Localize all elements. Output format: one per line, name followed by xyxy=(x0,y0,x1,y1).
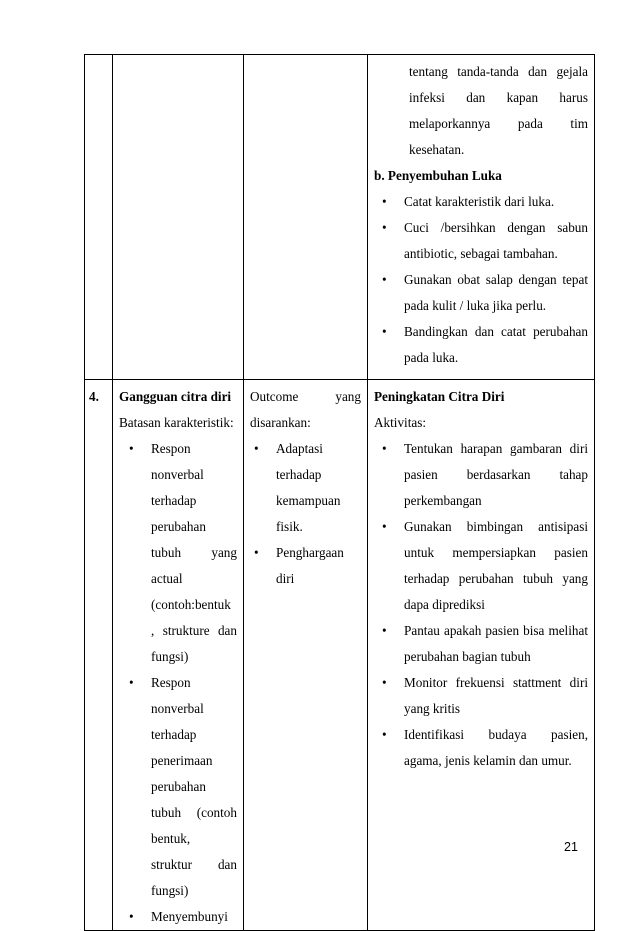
bullet-icon: • xyxy=(382,441,387,456)
list-item-line: (contoh:bentuk xyxy=(151,597,231,612)
outcome-label xyxy=(250,384,361,436)
cell-diagnosis xyxy=(113,380,244,931)
list-item-line: antibiotic, sebagai tambahan. xyxy=(404,246,558,261)
bullet-icon: • xyxy=(382,324,387,339)
list-item-line: , strukture dan xyxy=(151,623,237,638)
bullet-icon: • xyxy=(382,623,387,638)
list-item-line: actual xyxy=(151,571,183,586)
list-item-line: Pantau apakah pasien bisa melihat xyxy=(404,623,588,638)
table-row-4 xyxy=(85,380,595,931)
bullet-icon: • xyxy=(382,727,387,742)
list-item-line: terhadap perubahan tubuh yang xyxy=(404,571,588,586)
intervention-list xyxy=(374,436,588,774)
aktivitas-label: Aktivitas: xyxy=(374,415,427,430)
list-item-line: Tentukan harapan gambaran diri xyxy=(404,441,588,456)
list-item-line: nonverbal xyxy=(151,467,204,482)
cell-number-empty xyxy=(85,55,113,380)
cell-intervention xyxy=(368,380,595,931)
list-item xyxy=(382,618,588,670)
list-item-line: untuk mempersiapkan pasien xyxy=(404,545,588,560)
list-item-line: Adaptasi xyxy=(276,441,323,456)
list-item xyxy=(382,514,588,618)
list-item-line: dapa diprediksi xyxy=(404,597,485,612)
list-item xyxy=(129,670,237,904)
section-b-title: b. Penyembuhan Luka xyxy=(374,168,502,183)
list-item-line: terhadap xyxy=(276,467,322,482)
list-item-line: fungsi) xyxy=(151,883,189,898)
wound-healing-list xyxy=(374,189,588,371)
bullet-icon: • xyxy=(382,272,387,287)
cell-outcome xyxy=(244,380,368,931)
list-item xyxy=(382,670,588,722)
list-item xyxy=(382,267,588,319)
list-item-line: Gunakan bimbingan antisipasi xyxy=(404,519,588,534)
list-item xyxy=(254,436,361,540)
cell-intervention-continued xyxy=(368,55,595,380)
bullet-icon: • xyxy=(382,675,387,690)
diagnosis-title: Gangguan citra diri xyxy=(119,389,232,404)
bullet-icon: • xyxy=(129,675,134,690)
bullet-icon: • xyxy=(382,220,387,235)
list-item-line: fisik. xyxy=(276,519,303,534)
list-item-line: yang kritis xyxy=(404,701,461,716)
list-item xyxy=(382,215,588,267)
bullet-icon: • xyxy=(382,519,387,534)
list-item-line: tubuh (contoh xyxy=(151,805,237,820)
list-item-line: Cuci /bersihkan dengan sabun xyxy=(404,220,588,235)
list-item-line: Penghargaan xyxy=(276,545,344,560)
list-item-line: penerimaan xyxy=(151,753,213,768)
list-item xyxy=(382,189,588,215)
table-row-continued xyxy=(85,55,595,380)
outcome-line: Outcome yang xyxy=(250,389,361,404)
list-item-line: nonverbal xyxy=(151,701,204,716)
list-item-line: kemampuan xyxy=(276,493,341,508)
cell-outcome-empty xyxy=(244,55,368,380)
list-item-line: pada luka. xyxy=(404,350,459,365)
continued-line: tentang tanda-tanda dan gejala xyxy=(409,64,588,79)
intervention-title: Peningkatan Citra Diri xyxy=(374,389,505,404)
continued-line: infeksi dan kapan harus xyxy=(409,90,588,105)
list-item-line: terhadap xyxy=(151,493,197,508)
page-number: 21 xyxy=(564,840,578,854)
list-item-line: Bandingkan dan catat perubahan xyxy=(404,324,588,339)
list-item-line: diri xyxy=(276,571,295,586)
batasan-label: Batasan karakteristik: xyxy=(119,415,234,430)
cell-diagnosis-empty xyxy=(113,55,244,380)
list-item-line: tubuh yang xyxy=(151,545,237,560)
continued-line: kesehatan. xyxy=(409,142,465,157)
outcome-list xyxy=(250,436,361,592)
list-item xyxy=(382,319,588,371)
list-item-line: terhadap xyxy=(151,727,197,742)
list-item-line: perubahan xyxy=(151,779,206,794)
list-item xyxy=(129,436,237,670)
outcome-line: disarankan: xyxy=(250,415,311,430)
cell-number: 4. xyxy=(85,380,113,931)
list-item-line: agama, jenis kelamin dan umur. xyxy=(404,753,572,768)
continued-line: melaporkannya pada tim xyxy=(409,116,588,131)
list-item-line: Catat karakteristik dari luka. xyxy=(404,194,555,209)
list-item-line: struktur dan xyxy=(151,857,237,872)
list-item-line: perubahan xyxy=(151,519,206,534)
list-item xyxy=(129,904,237,930)
continued-text xyxy=(374,59,588,163)
bullet-icon: • xyxy=(129,909,134,924)
bullet-icon: • xyxy=(382,194,387,209)
bullet-icon: • xyxy=(254,545,259,560)
list-item-line: perubahan bagian tubuh xyxy=(404,649,531,664)
bullet-icon: • xyxy=(129,441,134,456)
bullet-icon: • xyxy=(254,441,259,456)
list-item-line: Respon xyxy=(151,675,191,690)
batasan-list xyxy=(119,436,237,930)
list-item-line: pasien berdasarkan tahap xyxy=(404,467,588,482)
list-item-line: Gunakan obat salap dengan tepat xyxy=(404,272,588,287)
list-item xyxy=(382,436,588,514)
list-item-line: Identifikasi budaya pasien, xyxy=(404,727,588,742)
list-item-line: pada kulit / luka jika perlu. xyxy=(404,298,547,313)
list-item-line: Menyembunyi xyxy=(151,909,228,924)
list-item xyxy=(254,540,361,592)
list-item xyxy=(382,722,588,774)
list-item-line: bentuk, xyxy=(151,831,191,846)
list-item-line: perkembangan xyxy=(404,493,482,508)
list-item-line: Monitor frekuensi stattment diri xyxy=(404,675,588,690)
list-item-line: Respon xyxy=(151,441,191,456)
nursing-care-table xyxy=(84,54,595,931)
list-item-line: fungsi) xyxy=(151,649,189,664)
